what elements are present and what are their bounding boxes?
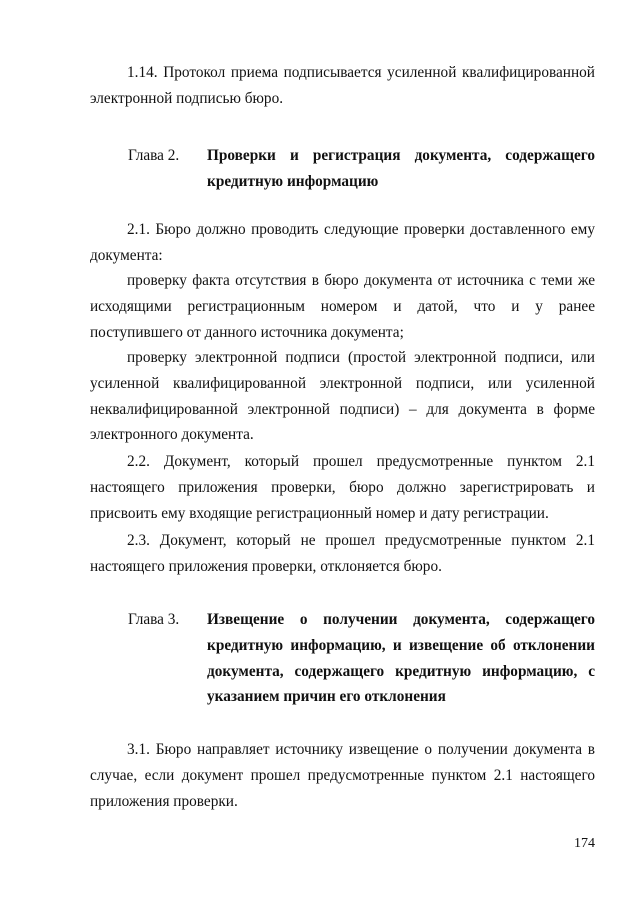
paragraph-1-14: 1.14. Протокол приема подписывается усиленной квалифицированной электронной подписью бюро. [90, 64, 595, 107]
chapter-2-label: Глава 2. [128, 147, 180, 164]
chapter-3-label: Глава 3. [128, 611, 180, 628]
paragraph-3-1: 3.1. Бюро направляет источнику извещение о получении документа в случае, если документ прошел предусмотренные пунктом 2.1 настоящего приложения проверки. [90, 741, 595, 810]
paragraph-2-1: 2.1. Бюро должно проводить следующие проверки доставленного ему документа: [90, 221, 595, 264]
chapter-3-heading [128, 607, 595, 710]
page-number: 174 [574, 836, 595, 851]
chapter-2-title: Проверки и регистрация документа, содержащего кредитную информацию [207, 147, 595, 190]
chapter-3-title: Извещение о получении документа, содержащего кредитную информацию, и извещение об отклонении документа, содержащего кредитную информацию, с указанием причин его отклонения [207, 611, 595, 706]
paragraph-2-1-item-b: проверку электронной подписи (простой электронной подписи, или усиленной квалифицированной электронной подписи, или усиленной неквалифицированной электронной подписи) – для документа в форме электронного документа. [90, 349, 595, 444]
paragraph-2-3: 2.3. Документ, который не прошел предусмотренные пунктом 2.1 настоящего приложения проверки, отклоняется бюро. [90, 532, 595, 575]
paragraph-2-2: 2.2. Документ, который прошел предусмотренные пунктом 2.1 настоящего приложения проверки, бюро должно зарегистрировать и присвоить ему входящие регистрационный номер и дату регистрации. [90, 453, 595, 522]
chapter-2-heading [128, 143, 595, 195]
paragraph-2-1-item-a: проверку факта отсутствия в бюро документа от источника с теми же исходящими регистрационным номером и датой, что и у ранее поступившего от данного источника документа; [90, 272, 595, 341]
